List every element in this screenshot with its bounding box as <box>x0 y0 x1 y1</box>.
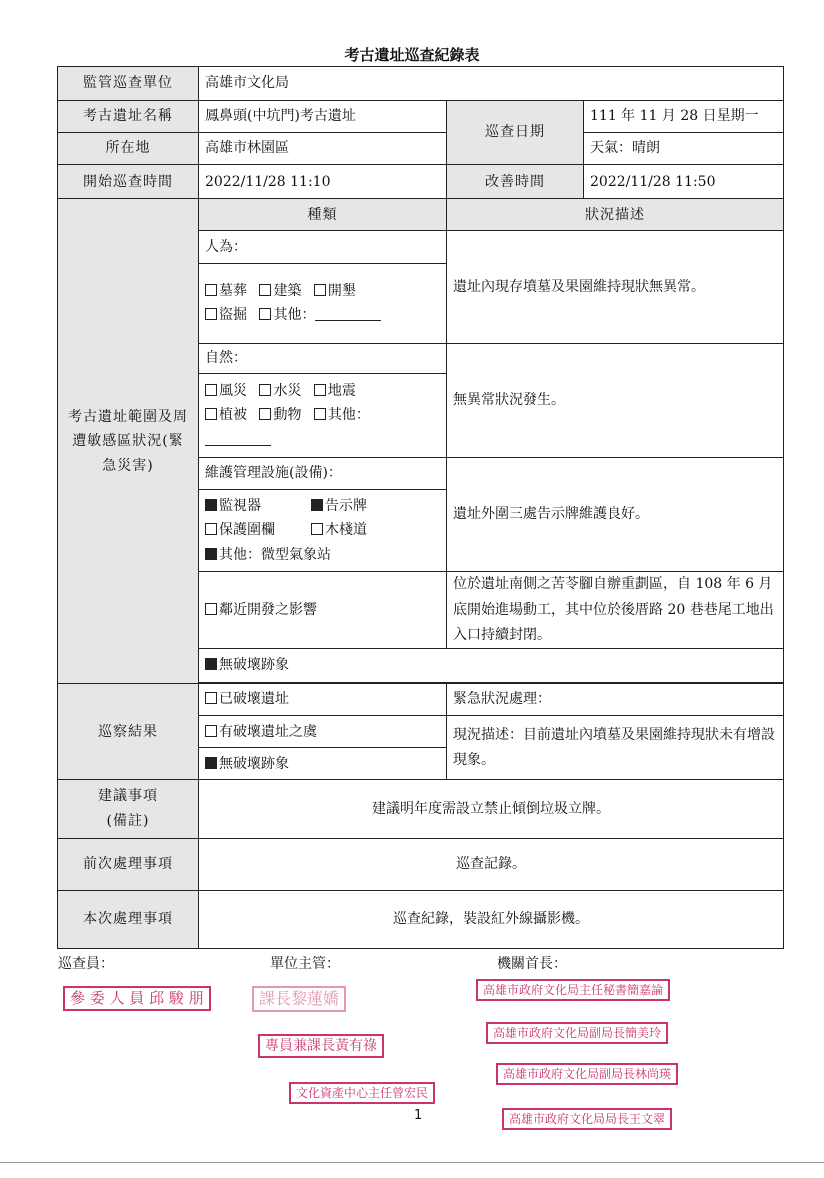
facility-description: 遺址外圍三處告示牌維護良好。 <box>447 458 784 572</box>
area-status-label: 考古遺址範圍及周遭敏感區狀況(緊急災害) <box>58 199 199 684</box>
nearby-description: 位於遺址南側之苦苓腳自辦重劃區，自 108 年 6 月底開始進場動工，其中位於後厝路 20 巷巷尾工地出入口持續封閉。 <box>447 572 784 649</box>
no-damage-row: 無破壞跡象 <box>199 649 784 683</box>
description-column-header: 狀況描述 <box>447 199 784 231</box>
nature-title: 自然： <box>199 343 447 373</box>
human-description: 遺址內現存墳墓及果園維持現狀無異常。 <box>447 231 784 343</box>
checkbox-damage-risk[interactable] <box>205 725 217 737</box>
checkbox-facility-other[interactable] <box>205 548 217 560</box>
inspection-form <box>57 66 784 949</box>
agency-label: 監管巡查單位 <box>58 67 199 101</box>
human-options: 墓葬 建築 開墾 盜掘 其他： <box>199 263 447 343</box>
current-actions-label: 本次處理事項 <box>58 890 199 948</box>
facility-options: 監視器 告示牌 保護圍欄 木棧道 其他：微型氣象站 <box>199 490 447 572</box>
human-title: 人為： <box>199 231 447 263</box>
current-actions-text: 巡查紀錄，裝設紅外線攝影機。 <box>199 890 784 948</box>
weather-value: 天氣：晴朗 <box>584 133 784 165</box>
checkbox-flood[interactable] <box>259 384 271 396</box>
result-option-damaged: 已破壞遺址 <box>199 684 447 716</box>
checkbox-typhoon[interactable] <box>205 384 217 396</box>
checkbox-no-damage[interactable] <box>205 658 217 670</box>
checkbox-damaged[interactable] <box>205 692 217 704</box>
deputy-director-stamp-1: 高雄市政府文化局副局長簡美玲 <box>486 1022 668 1044</box>
agency-value: 高雄市文化局 <box>199 67 784 101</box>
start-time-label: 開始巡查時間 <box>58 165 199 199</box>
result-option-risk: 有破壞遺址之虞 <box>199 716 447 748</box>
result-option-none: 無破壞跡象 <box>199 748 447 780</box>
result-label: 巡察結果 <box>58 684 199 780</box>
checkbox-cultivation[interactable] <box>314 284 326 296</box>
facility-title: 維護管理設施(設備)： <box>199 458 447 490</box>
deputy-director-stamp-2: 高雄市政府文化局副局長林尚瑛 <box>496 1063 678 1085</box>
checkbox-fence[interactable] <box>205 523 217 535</box>
checkbox-burial[interactable] <box>205 284 217 296</box>
other-blank-line <box>205 433 271 446</box>
type-column-header: 種類 <box>199 199 447 231</box>
previous-actions-text: 巡查記錄。 <box>199 838 784 890</box>
checkbox-boardwalk[interactable] <box>311 523 323 535</box>
location-label: 所在地 <box>58 133 199 165</box>
checkbox-earthquake[interactable] <box>314 384 326 396</box>
nature-description: 無異常狀況發生。 <box>447 343 784 457</box>
fix-time-value: 2022/11/28 11:50 <box>584 165 784 199</box>
inspector-stamp: 參 委 人 員 邱 駿 朋 <box>63 986 211 1011</box>
document-title: 考古遺址巡查紀錄表 <box>344 46 480 64</box>
current-status-description: 現況描述：目前遺址內墳墓及果園維持現狀未有增設現象。 <box>447 716 784 780</box>
checkbox-no-damage-result[interactable] <box>205 757 217 769</box>
checkbox-human-other[interactable] <box>259 308 271 320</box>
date-label: 巡查日期 <box>447 101 584 165</box>
emergency-label: 緊急狀況處理： <box>447 684 784 716</box>
head-label: 機關首長： <box>497 956 567 972</box>
supervisor-label: 單位主管： <box>270 956 340 972</box>
section-chief-stamp: 課長黎蓮嬌 <box>252 986 346 1012</box>
checkbox-vegetation[interactable] <box>205 408 217 420</box>
start-time-value: 2022/11/28 11:10 <box>199 165 447 199</box>
date-value: 111 年 11 月 28 日星期一 <box>584 101 784 133</box>
director-stamp: 高雄市政府文化局局長王文翠 <box>502 1108 672 1130</box>
inspector-label: 巡查員： <box>58 956 114 972</box>
previous-actions-label: 前次處理事項 <box>58 838 199 890</box>
suggestion-text: 建議明年度需設立禁止傾倒垃圾立牌。 <box>199 780 784 838</box>
location-value: 高雄市林園區 <box>199 133 447 165</box>
checkbox-signboard[interactable] <box>311 499 323 511</box>
nature-options: 風災 水災 地震 植被 動物 其他： <box>199 373 447 457</box>
checkbox-cctv[interactable] <box>205 499 217 511</box>
checkbox-looting[interactable] <box>205 308 217 320</box>
checkbox-nature-other[interactable] <box>314 408 326 420</box>
page-number: 1 <box>414 1108 423 1123</box>
page-edge-divider <box>0 1162 824 1163</box>
checkbox-animal[interactable] <box>259 408 271 420</box>
checkbox-nearby-development[interactable] <box>205 603 217 615</box>
other-blank-line <box>315 308 381 321</box>
specialist-stamp: 專員兼課長黃有祿 <box>258 1034 384 1058</box>
suggestion-label: 建議事項(備註) <box>58 780 199 838</box>
checkbox-building[interactable] <box>259 284 271 296</box>
site-name-value: 鳳鼻頭(中坑門)考古遺址 <box>199 101 447 133</box>
secretary-stamp: 高雄市政府文化局主任秘書簡嘉論 <box>476 979 670 1001</box>
fix-time-label: 改善時間 <box>447 165 584 199</box>
site-name-label: 考古遺址名稱 <box>58 101 199 133</box>
nearby-option: 鄰近開發之影響 <box>199 572 447 649</box>
center-director-stamp: 文化資產中心主任曾宏民 <box>289 1082 435 1104</box>
